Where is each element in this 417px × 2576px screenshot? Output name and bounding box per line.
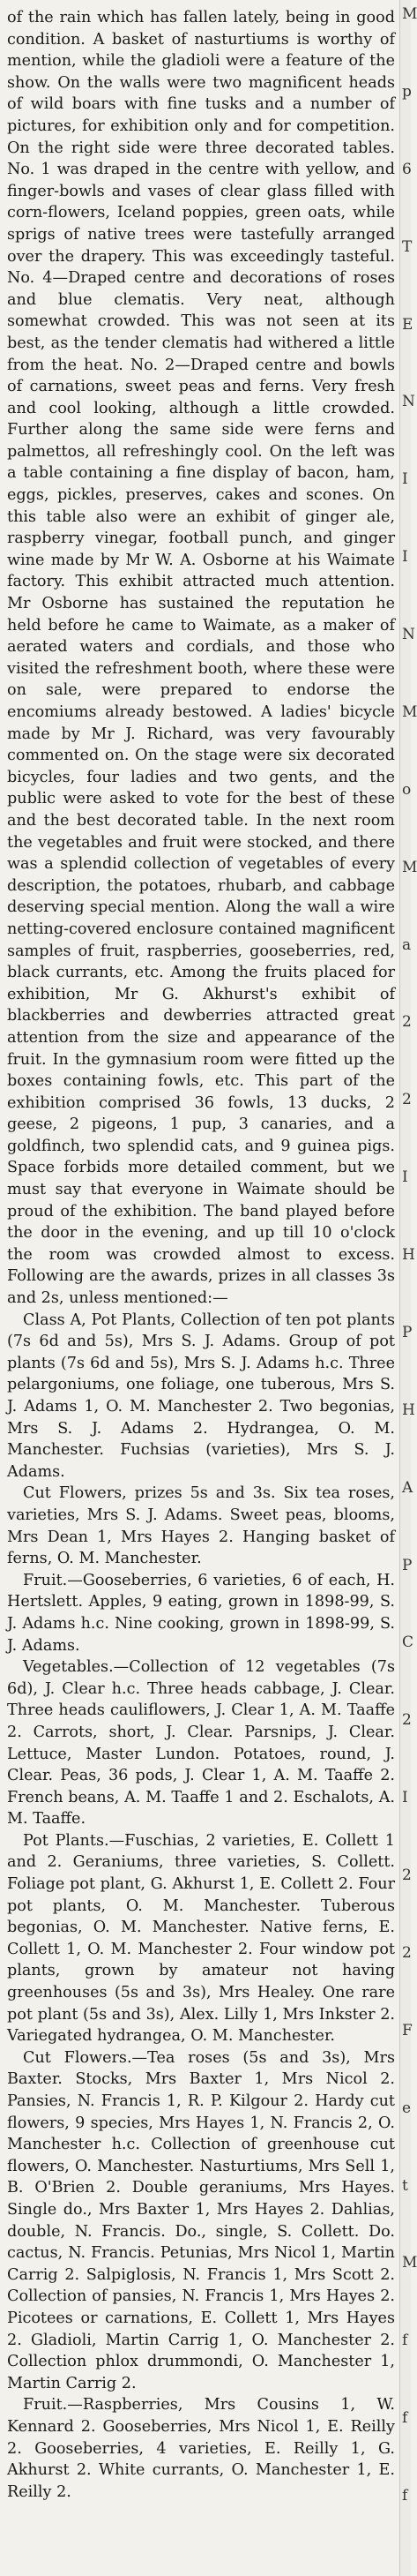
adjacent-column-letter: 2 (402, 1944, 412, 1962)
article-paragraph-cut-flowers-2: Cut Flowers.—Tea roses (5s and 3s), Mrs Baxter. Stocks, Mrs Baxter 1, Mrs Nicol 2. Pansies, N. Francis 1, R. P. Kilgour 2. Hardy cut flowers, 9 species, Mrs Hayes 1, N. Francis 2, O. Manchester h.c. Collection of greenhouse cut flowers, O. Manchester. Nasturtiums, Mrs Sell 1, B. O'Brien 2. Double geraniums, Mrs Hayes. Single do., Mrs Baxter 1, Mrs Hayes 2. Dahlias, double, N. Francis. Do., single, S. Collett. Do. cactus, N. Francis. Petunias, Mrs Nicol 1, Martin Carrig 2. Salpiglosis, N. Francis 1, Mrs Scott 2. Collection of pansies, N. Francis 1, Mrs Hayes 2. Picotees or carnations, E. Collett 1, Mrs Hayes 2. Gladioli, Martin Carrig 1, O. Manchester 2. Collection phlox drummondi, O. Manchester 1, Martin Carrig 2. (7, 2048, 395, 2392)
adjacent-column-letter: I (402, 1789, 408, 1806)
adjacent-column-letter: T (402, 238, 413, 256)
adjacent-column-letter: I (402, 1168, 408, 1186)
adjacent-column-letter: 2 (402, 1013, 412, 1031)
adjacent-column-letter: F (402, 2022, 413, 2039)
adjacent-column-letter: M (402, 5, 417, 23)
adjacent-column-letter: E (402, 316, 413, 334)
adjacent-column-letter: 2 (402, 1866, 412, 1884)
adjacent-column-letter: A (402, 1479, 413, 1497)
adjacent-column-letter: N (402, 626, 415, 643)
adjacent-column-letter: e (402, 2099, 412, 2117)
adjacent-column-letter: f (402, 2487, 408, 2505)
article-paragraph-cut-flowers: Cut Flowers, prizes 5s and 3s. Six tea roses, varieties, Mrs S. J. Adams. Sweet peas, blooms, Mrs Dean 1, Mrs Hayes 2. Hanging basket of ferns, O. M. Manchester. (7, 1484, 395, 1568)
adjacent-column-letter: M (402, 703, 417, 721)
article-paragraph-fruit-2: Fruit.—Raspberries, Mrs Cousins 1, W. Kennard 2. Gooseberries, Mrs Nicol 1, E. Reilly 2. Gooseberries, 4 varieties, E. Reilly 1, G. Akhurst 2. White currants, O. Manchester 1, E. Reilly 2. (7, 2396, 395, 2501)
adjacent-column-edge (399, 0, 417, 2576)
adjacent-column-letter: M (402, 2254, 417, 2272)
article-paragraph-pot-plants: Pot Plants.—Fuschias, 2 varieties, E. Collett 1 and 2. Geraniums, three varieties, S. Collett. Foliage pot plant, G. Akhurst 1, E. Collett 2. Four pot plants, O. M. Manchester. Tuberous begonias, O. M. Manchester. Native ferns, E. Collett 1, O. M. Manchester 2. Four window pot plants, grown by amateur not having greenhouses (5s and 3s), Mrs Healey. One rare pot plant (5s and 3s), Alex. Lilly 1, Mrs Inkster 2. Variegated hydrangea, O. M. Manchester. (7, 1831, 395, 2046)
article-column (7, 7, 395, 2563)
adjacent-column-letter: I (402, 470, 408, 488)
adjacent-column-letter: H (402, 1246, 415, 1264)
adjacent-column-letter: C (402, 1633, 414, 1651)
adjacent-column-letter: 2 (402, 1711, 412, 1729)
article-paragraph-vegetables: Vegetables.—Collection of 12 vegetables (7s 6d), J. Clear h.c. Three heads cabbage, J. Clear. Three heads cauliflowers, J. Clear 1, A. M. Taaffe 2. Carrots, short, J. Clear. Parsnips, J. Clear. Lettuce, Master Lundon. Potatoes, round, J. Clear. Peas, 36 pods, J. Clear 1, A. M. Taaffe 2. French beans, A. M. Taaffe 1 and 2. Eschalots, A. M. Taaffe. (7, 1658, 395, 1829)
article-paragraph-class-a: Class A, Pot Plants, Collection of ten pot plants (7s 6d and 5s), Mrs S. J. Adams. Group of pot plants (7s 6d and 5s), Mrs S. J. Adams h.c. Three pelargoniums, one foliage, one tuberous, Mrs S. J. Adams 1, O. M. Manchester 2. Two begonias, Mrs S. J. Adams 2. Hydrangea, O. M. Manchester. Fuchsias (varieties), Mrs S. J. Adams. (7, 1311, 395, 1481)
adjacent-column-letter: p (402, 83, 412, 101)
adjacent-column-letter: o (402, 781, 412, 799)
adjacent-column-letter: I (402, 548, 408, 566)
adjacent-column-letter: f (402, 2332, 408, 2349)
article-paragraph-intro: of the rain which has fallen lately, being in good condition. A basket of nasturtiums is worthy of mention, while the gladioli were a feature of the show. On the walls were two magnificent heads of wild boars with fine tusks and a number of pictures, for exhibition only and for competition. On the right side were three decorated tables. No. 1 was draped in the centre with yellow, and finger-bowls and vases of clear glass filled with corn-flowers, Iceland poppies, green oats, while sprigs of native trees were tastefully arranged over the drapery. This was exceedingly tasteful. No. 4—Draped centre and decorations of roses and blue clematis. Very neat, although somewhat crowded. This was not seen at its best, as the tender clematis had withered a little from the heat. No. 2—Draped centre and bowls of carnations, sweet peas and ferns. Very fresh and cool looking, although a little crowded. Further along the same side were ferns and palmettos, all refreshingly cool. On the left was a table containing a fine display of bacon, ham, eggs, pickles, preserves, cakes and scones. On this table also were an exhibit of ginger ale, raspberry vinegar, football punch, and ginger wine made by Mr W. A. Osborne at his Waimate factory. This exhibit attracted much attention. Mr Osborne has sustained the reputation he held before he came to Waimate, as a maker of aerated waters and cordials, and those who visited the refreshment booth, where these were on sale, were prepared to endorse the encomiums already bestowed. A ladies' bicycle made by Mr J. Richard, was very favourably commented on. On the stage were six decorated bicycles, four ladies and two gents, and the public were asked to vote for the best of these and the best decorated table. In the next room the vegetables and fruit were stocked, and there was a splendid collection of vegetables of every description, the potatoes, rhubarb, and cabbage deserving special mention. Along the wall a wire netting-covered enclosure contained magnificent samples of fruit, raspberries, gooseberries, red, black currants, etc. Among the fruits placed for exhibition, Mr G. Akhurst's exhibit of blackberries and dewberries attracted great attention from the size and appearance of the fruit. In the gymnasium room were fitted up the boxes containing fowls, etc. This part of the exhibition comprised 36 fowls, 13 ducks, 2 geese, 2 pigeons, 1 pup, 3 canaries, and a goldfinch, two splendid cats, and 9 guinea pigs. Space forbids more detailed comment, but we must say that everyone in Waimate should be proud of the exhibition. The band played before the door in the evening, and up till 10 o'clock the room was crowded almost to excess. Following are the awards, prizes in all classes 3s and 2s, unless mentioned:— (7, 9, 395, 1308)
adjacent-column-letter: 6 (402, 161, 412, 178)
adjacent-column-letter: 2 (402, 1091, 412, 1108)
adjacent-column-letter: P (402, 1324, 413, 1341)
adjacent-column-letter: P (402, 1557, 413, 1574)
adjacent-column-letter: a (402, 936, 412, 954)
adjacent-column-letter: M (402, 859, 417, 876)
article-paragraph-fruit: Fruit.—Gooseberries, 6 varieties, 6 of each, H. Hertslett. Apples, 9 eating, grown in 1898-99, S. J. Adams h.c. Nine cooking, grown in 1898-99, S. J. Adams. (7, 1571, 395, 1655)
adjacent-column-letter: H (402, 1401, 415, 1419)
adjacent-column-letter: N (402, 393, 415, 410)
adjacent-column-letter: f (402, 2409, 408, 2427)
adjacent-column-letter: t (402, 2177, 408, 2195)
